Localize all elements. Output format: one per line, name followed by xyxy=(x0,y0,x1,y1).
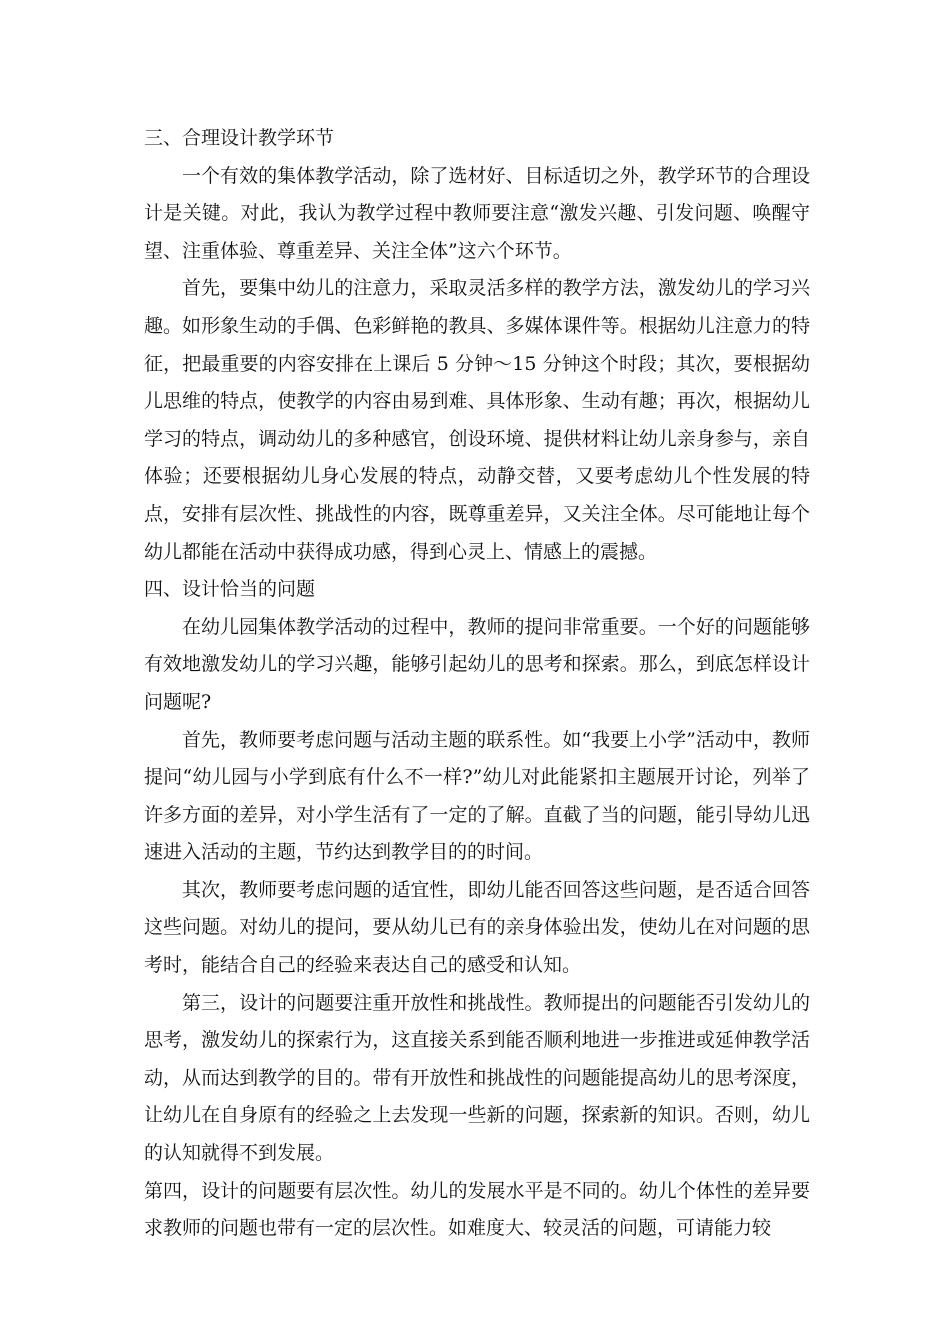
paragraph: 第三，设计的问题要注重开放性和挑战性。教师提出的问题能否引发幼儿的思考，激发幼儿的探索行为，这直接关系到能否顺利地进一步推进或延伸教学活动，从而达到教学的目的。带有开放性和挑战性的问题能提高幼儿的思考深度，让幼儿在自身原有的经验之上去发现一些新的问题，探索新的知识。否则，幼儿的认知就得不到发展。 xyxy=(144,991,810,1165)
paragraph: 在幼儿园集体教学活动的过程中，教师的提问非常重要。一个好的问题能够有效地激发幼儿的学习兴趣，能够引起幼儿的思考和探索。那么，到底怎样设计问题呢? xyxy=(144,615,810,713)
paragraph: 首先，要集中幼儿的注意力，采取灵活多样的教学方法，激发幼儿的学习兴趣。如形象生动的手偶、色彩鲜艳的教具、多媒体课件等。根据幼儿注意力的特征，把最重要的内容安排在上课后 5 分钟～15 分钟这个时段；其次，要根据幼儿思维的特点，使教学的内容由易到难、具体形象、生动有趣；再次，根据幼儿学习的特点，调动幼儿的多种感官，创设环境、提供材料让幼儿亲身参与，亲自体验；还要根据幼儿身心发展的特点，动静交替，又要考虑幼儿个性发展的特点，安排有层次性、挑战性的内容，既尊重差异，又关注全体。尽可能地让每个幼儿都能在活动中获得成功感，得到心灵上、情感上的震撼。 xyxy=(144,277,810,563)
paragraph: 其次，教师要考虑问题的适宜性，即幼儿能否回答这些问题，是否适合回答这些问题。对幼儿的提问，要从幼儿已有的亲身体验出发，使幼儿在对问题的思考时，能结合自己的经验来表达自己的感受和认知。 xyxy=(144,878,810,977)
paragraph: 首先，教师要考虑问题与活动主题的联系性。如“我要上小学”活动中，教师提问“幼儿园与小学到底有什么不一样?”幼儿对此能紧扣主题展开讨论，列举了许多方面的差异，对小学生活有了一定的了解。直截了当的问题，能引导幼儿迅速进入活动的主题，节约达到教学目的的时间。 xyxy=(144,728,810,864)
paragraph-unindented: 第四，设计的问题要有层次性。幼儿的发展水平是不同的。幼儿个体性的差异要求教师的问题也带有一定的层次性。如难度大、较灵活的问题，可请能力较 xyxy=(144,1179,810,1240)
paragraph: 一个有效的集体教学活动，除了选材好、目标适切之外，教学环节的合理设计是关键。对此，我认为教学过程中教师要注意“激发兴趣、引发问题、唤醒守望、注重体验、尊重差异、关注全体”这六个环节。 xyxy=(144,164,810,262)
section-heading-3: 三、合理设计教学环节 xyxy=(144,127,335,149)
document-body xyxy=(144,120,810,1248)
section-heading-4: 四、设计恰当的问题 xyxy=(144,578,316,601)
